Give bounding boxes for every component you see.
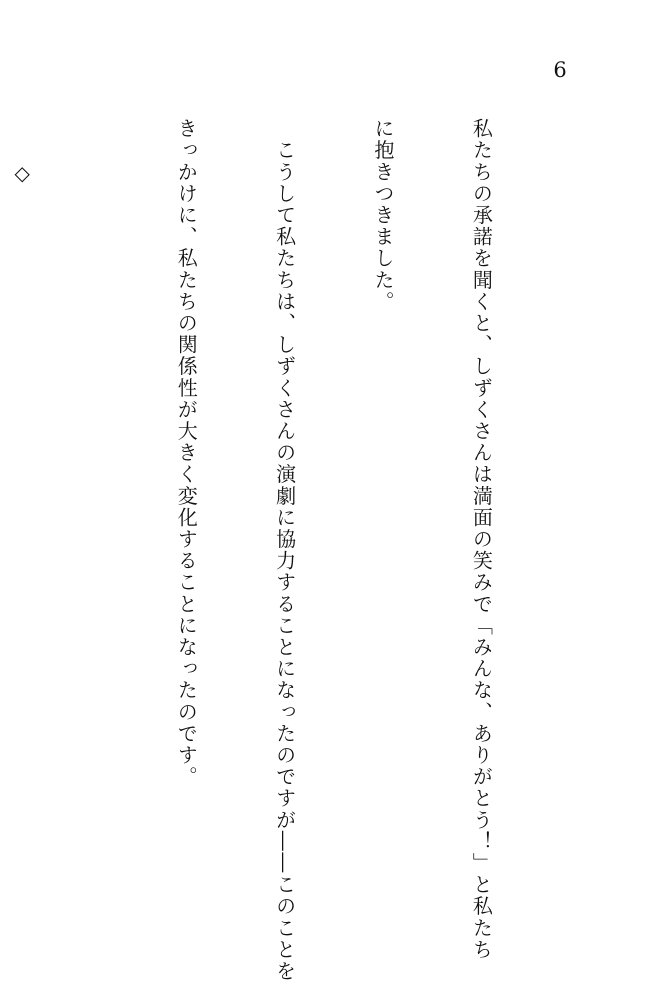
text-line: こうして私たちは、しずくさんの演劇に協力することになったのですが――このことを: [272, 118, 297, 982]
text-line: 私たちの承諾を聞くと、しずくさんは満面の笑みで「みんな、ありがとう！」と私たち: [469, 118, 494, 961]
text-line: に抱きつきました。: [371, 118, 396, 313]
vertical-body-text: [10, 118, 563, 982]
page-number: 6: [553, 58, 567, 82]
text-line: きっかけに、私たちの関係性が大きく変化することになったのです。: [174, 118, 199, 788]
section-break-mark: ◇: [10, 118, 35, 187]
